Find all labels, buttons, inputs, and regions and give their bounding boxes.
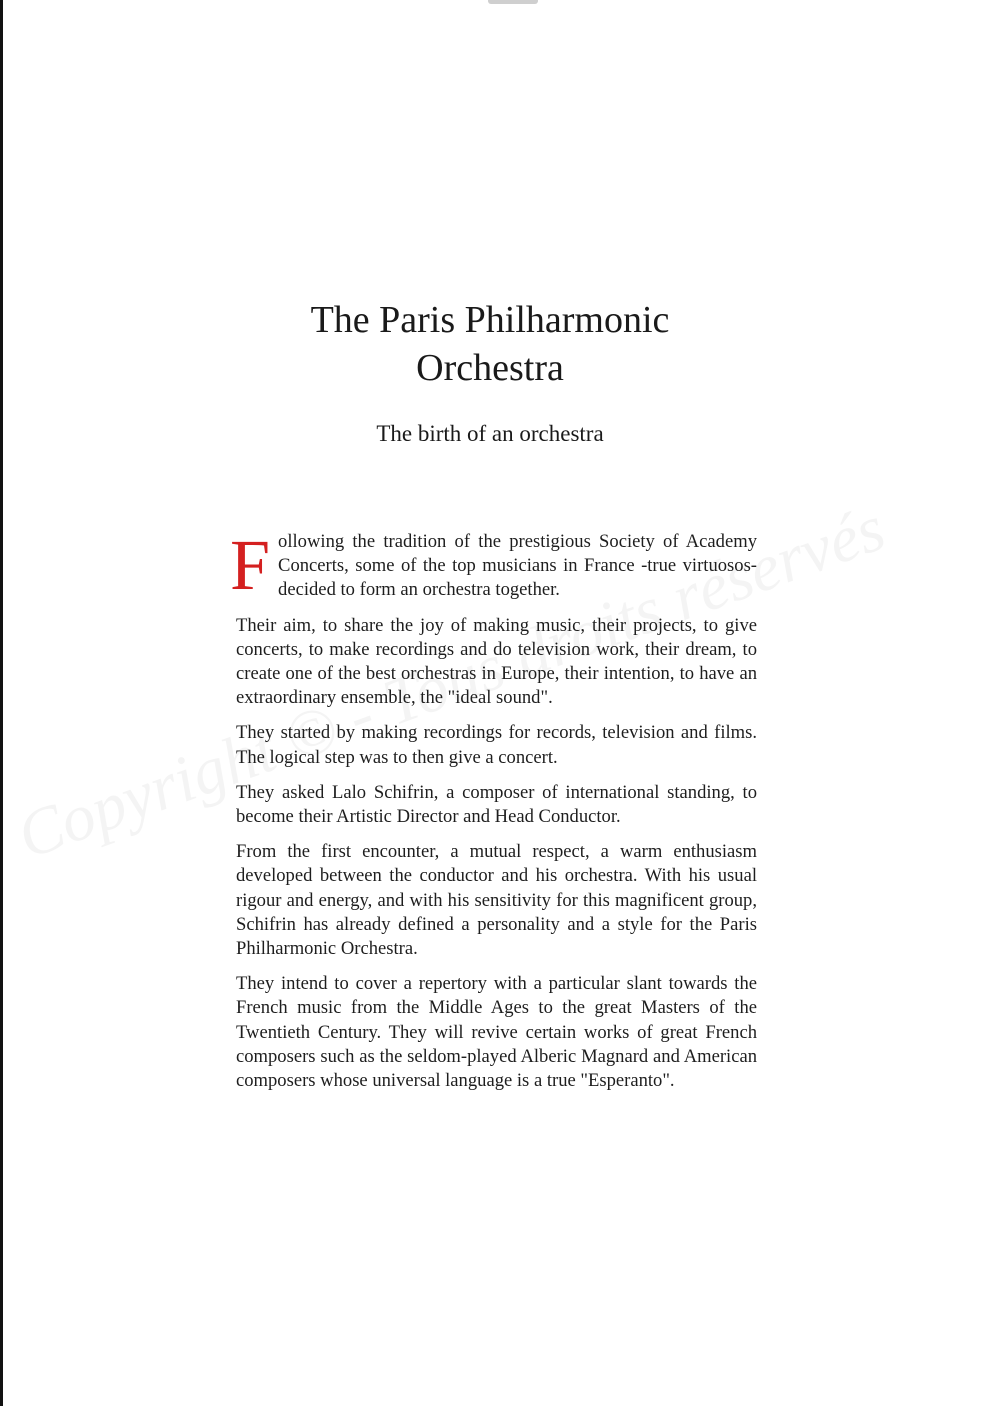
paragraph-3: They started by making recordings for records, television and films. The logical step was to then give a concert. [236, 722, 757, 768]
paragraph-1 [230, 525, 757, 605]
drop-cap: F [230, 525, 271, 605]
page-edge-shadow [0, 0, 3, 1406]
page-subtitle: The birth of an orchestra [376, 421, 604, 446]
article-body [230, 525, 757, 1104]
paragraph-2: Their aim, to share the joy of making music, their projects, to give concerts, to make recordings and do television work, their dream, to create one of the best orchestras in Europe, their intention, to have an extraordinary ensemble, the "ideal sound". [236, 614, 757, 709]
paragraph-6: They intend to cover a repertory with a particular slant towards the French music from the Middle Ages to the great Masters of the Twentieth Century. They will revive certain works of great French composers such as the seldom-played Alberic Magnard and American composers whose universal language is a true "Esperanto". [236, 973, 757, 1092]
page-title [0, 296, 980, 392]
title-line-2: Orchestra [416, 347, 564, 389]
title-line-1: The Paris Philharmonic [310, 299, 670, 341]
paragraph-5: From the first encounter, a mutual respect, a warm enthusiasm developed between the conductor and his orchestra. With his usual rigour and energy, and with his sensitivity for this magnificent group, Schifrin has already defined a personality and a style for the Paris Philharmonic Orchestra. [236, 841, 757, 960]
paragraph-1-text: ollowing the tradition of the prestigious Society of Academy Concerts, some of the top musicians in France -true virtuosos- decided to form an orchestra together. [278, 531, 757, 601]
top-scan-mark [488, 0, 538, 4]
paragraph-4: They asked Lalo Schifrin, a composer of international standing, to become their Artistic Director and Head Conductor. [236, 781, 757, 828]
